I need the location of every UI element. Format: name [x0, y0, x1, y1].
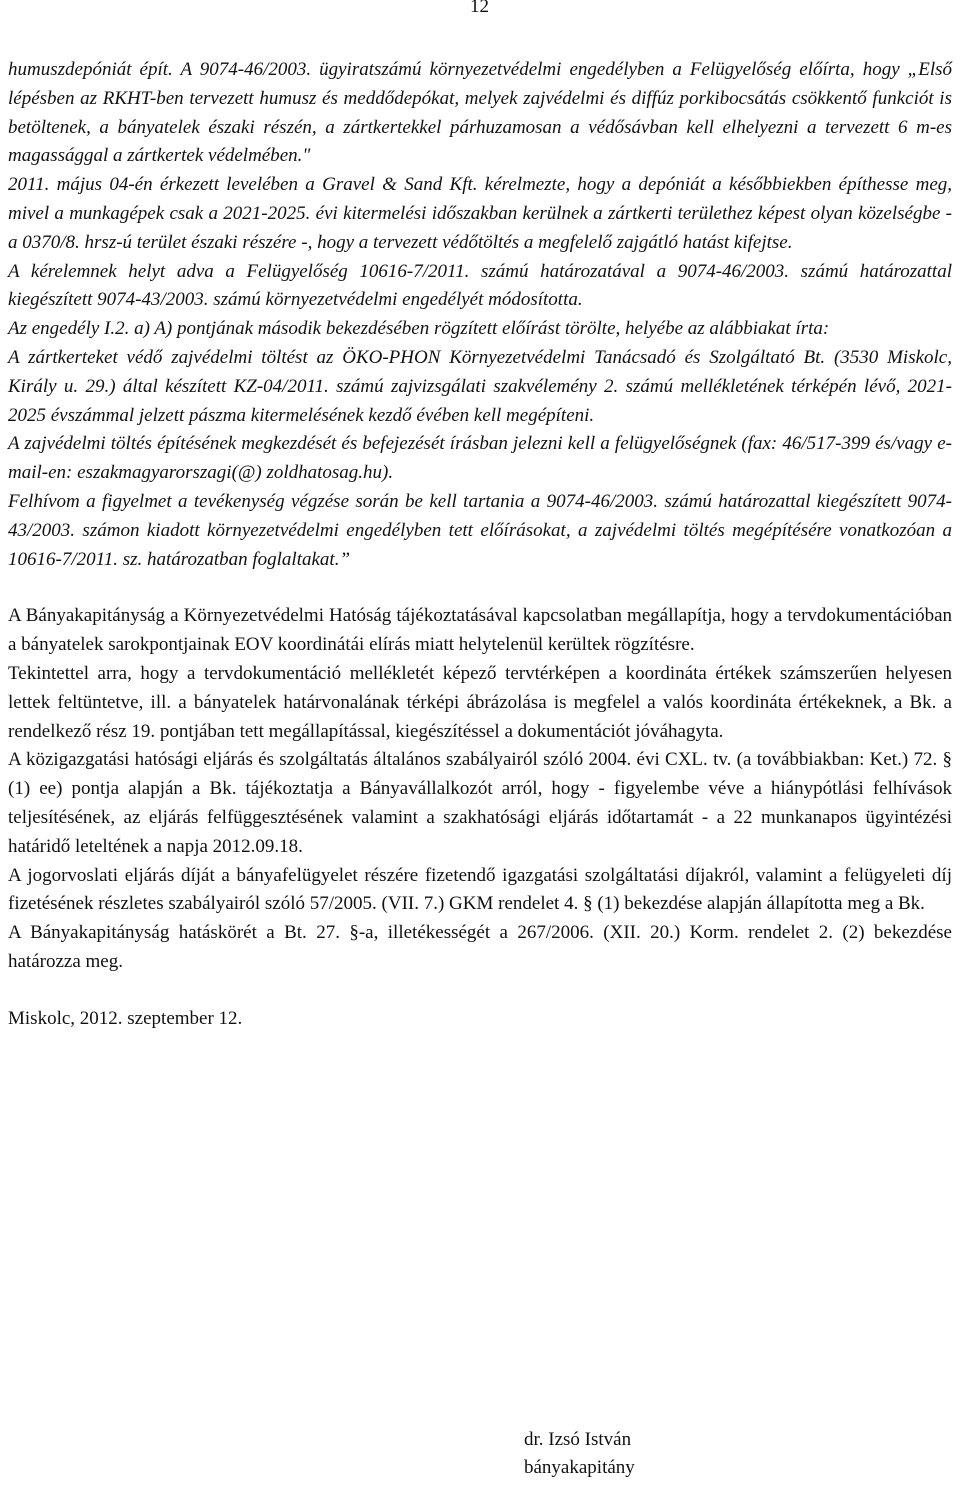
document-body — [8, 56, 952, 1034]
body-paragraph: A jogorvoslati eljárás díját a bányafelügyelet részére fizetendő igazgatási szolgáltatási díjakról, valamint a felügyeleti díj fizetésének részletes szabályairól szóló 57/2005. (VII. 7.) GKM rendelet 4. § (1) bekezdése alapján állapította meg a Bk. — [8, 864, 952, 915]
spacer — [8, 574, 952, 602]
place-and-date: Miskolc, 2012. szeptember 12. — [8, 1007, 243, 1029]
quoted-paragraph: A zártkerteket védő zajvédelmi töltést az ÖKO-PHON Környezetvédelmi Tanácsadó és Szolgáltató Bt. (3530 Miskolc, Király u. 29.) által készített KZ-04/2011. számú zajvizsgálati szakvélemény 2. számú mellékletének térképén lévő, 2021- 2025 évszámmal jelzett pászma kitermelésének kezdő évében kell megépíteni. — [8, 346, 952, 426]
signature-block — [524, 1426, 635, 1482]
quoted-paragraph: Az engedély I.2. a) A) pontjának második bekezdésében rögzített előírást törölte, helyébe az alábbiakat írta: — [8, 318, 830, 340]
signatory-title: bányakapitány — [524, 1457, 635, 1478]
signatory-name: dr. Izsó István — [524, 1429, 632, 1450]
quoted-paragraph: 2011. május 04-én érkezett levelében a Gravel & Sand Kft. kérelmezte, hogy a depóniát a későbbiekben építhesse meg, mivel a munkagépek csak a 2021-2025. évi kitermelési időszakban kerülnek a zártkerti területhez képest olyan közelségbe - a 0370/8. hrsz-ú terület északi részére -, hogy a tervezett védőtöltés a megfelelő zajgátló hatást kifejtse. — [8, 174, 952, 253]
page-number: 12 — [470, 0, 489, 17]
body-paragraph: A Bányakapitányság a Környezetvédelmi Hatóság tájékoztatásával kapcsolatban megállapítja, hogy a tervdokumentációban a bányatelek sarokpontjainak EOV koordinátái elírás miatt helytelenül kerültek rögzítésre. — [8, 605, 952, 656]
body-paragraph: A Bányakapitányság hatáskörét a Bt. 27. §-a, illetékességét a 267/2006. (XII. 20.) Korm. rendelet 2. (2) bekezdése határozza meg. — [8, 922, 952, 972]
quoted-paragraph: humuszdepóniát épít. A 9074-46/2003. ügyiratszámú környezetvédelmi engedélyben a Felügyelőség előírta, hogy „Első lépésben az RKHT-ben tervezett humusz és meddődepókat, melyek zajvédelmi és diffúz porkibocsátás csökkentő funkciót is betöltenek, a bányatelek északi részén, a zártkertekkel párhuzamosan a védősávban kell elhelyezni a tervezett 6 m-es magassággal a zártkertek védelmében." — [8, 59, 952, 167]
quoted-paragraph: A kérelemnek helyt adva a Felügyelőség 10616-7/2011. számú határozatával a 9074-46/2003. számú határozattal kiegészített 9074-43/2003. számú környezetvédelmi engedélyét módosította. — [8, 260, 952, 311]
body-paragraph: Tekintettel arra, hogy a tervdokumentáció mellékletét képező tervtérképen a koordináta értékek számszerűen helyesen lettek feltüntetve, ill. a bányatelek határvonalának térképi ábrázolása is megfelel a valós koordináta értékeknek, a Bk. a rendelkező rész 19. pontjában tett megállapítással, kiegészítéssel a dokumentációt jóváhagyta. — [8, 662, 952, 742]
body-paragraph: A közigazgatási hatósági eljárás és szolgáltatás általános szabályairól szóló 2004. évi CXL. tv. (a továbbiakban: Ket.) 72. § (1) ee) pontja alapján a Bk. tájékoztatja a Bányavállalkozót arról, hogy - figyelembe véve a hiánypótlási felhívások teljesítésének, az eljárás felfüggesztésének valamint a szakhatósági eljárás időtartamát - a 22 munkanapos ügyintézési határidő leteltének a napja 2012.09.18. — [8, 749, 952, 857]
spacer — [8, 977, 952, 1005]
quoted-paragraph: A zajvédelmi töltés építésének megkezdését és befejezését írásban jelezni kell a felügyelőségnek (fax: 46/517-399 és/vagy e-mail-en: eszakmagyarorszagi(@) zoldhatosag.hu). — [8, 433, 952, 484]
quoted-paragraph: Felhívom a figyelmet a tevékenység végzése során be kell tartania a 9074-46/2003. számú határozattal kiegészített 9074-43/2003. számon kiadott környezetvédelmi engedélyben tett előírásokat, a zajvédelmi töltés megépítésére vonatkozóan a 10616-7/2011. sz. határozatban foglaltakat.” — [8, 490, 952, 570]
